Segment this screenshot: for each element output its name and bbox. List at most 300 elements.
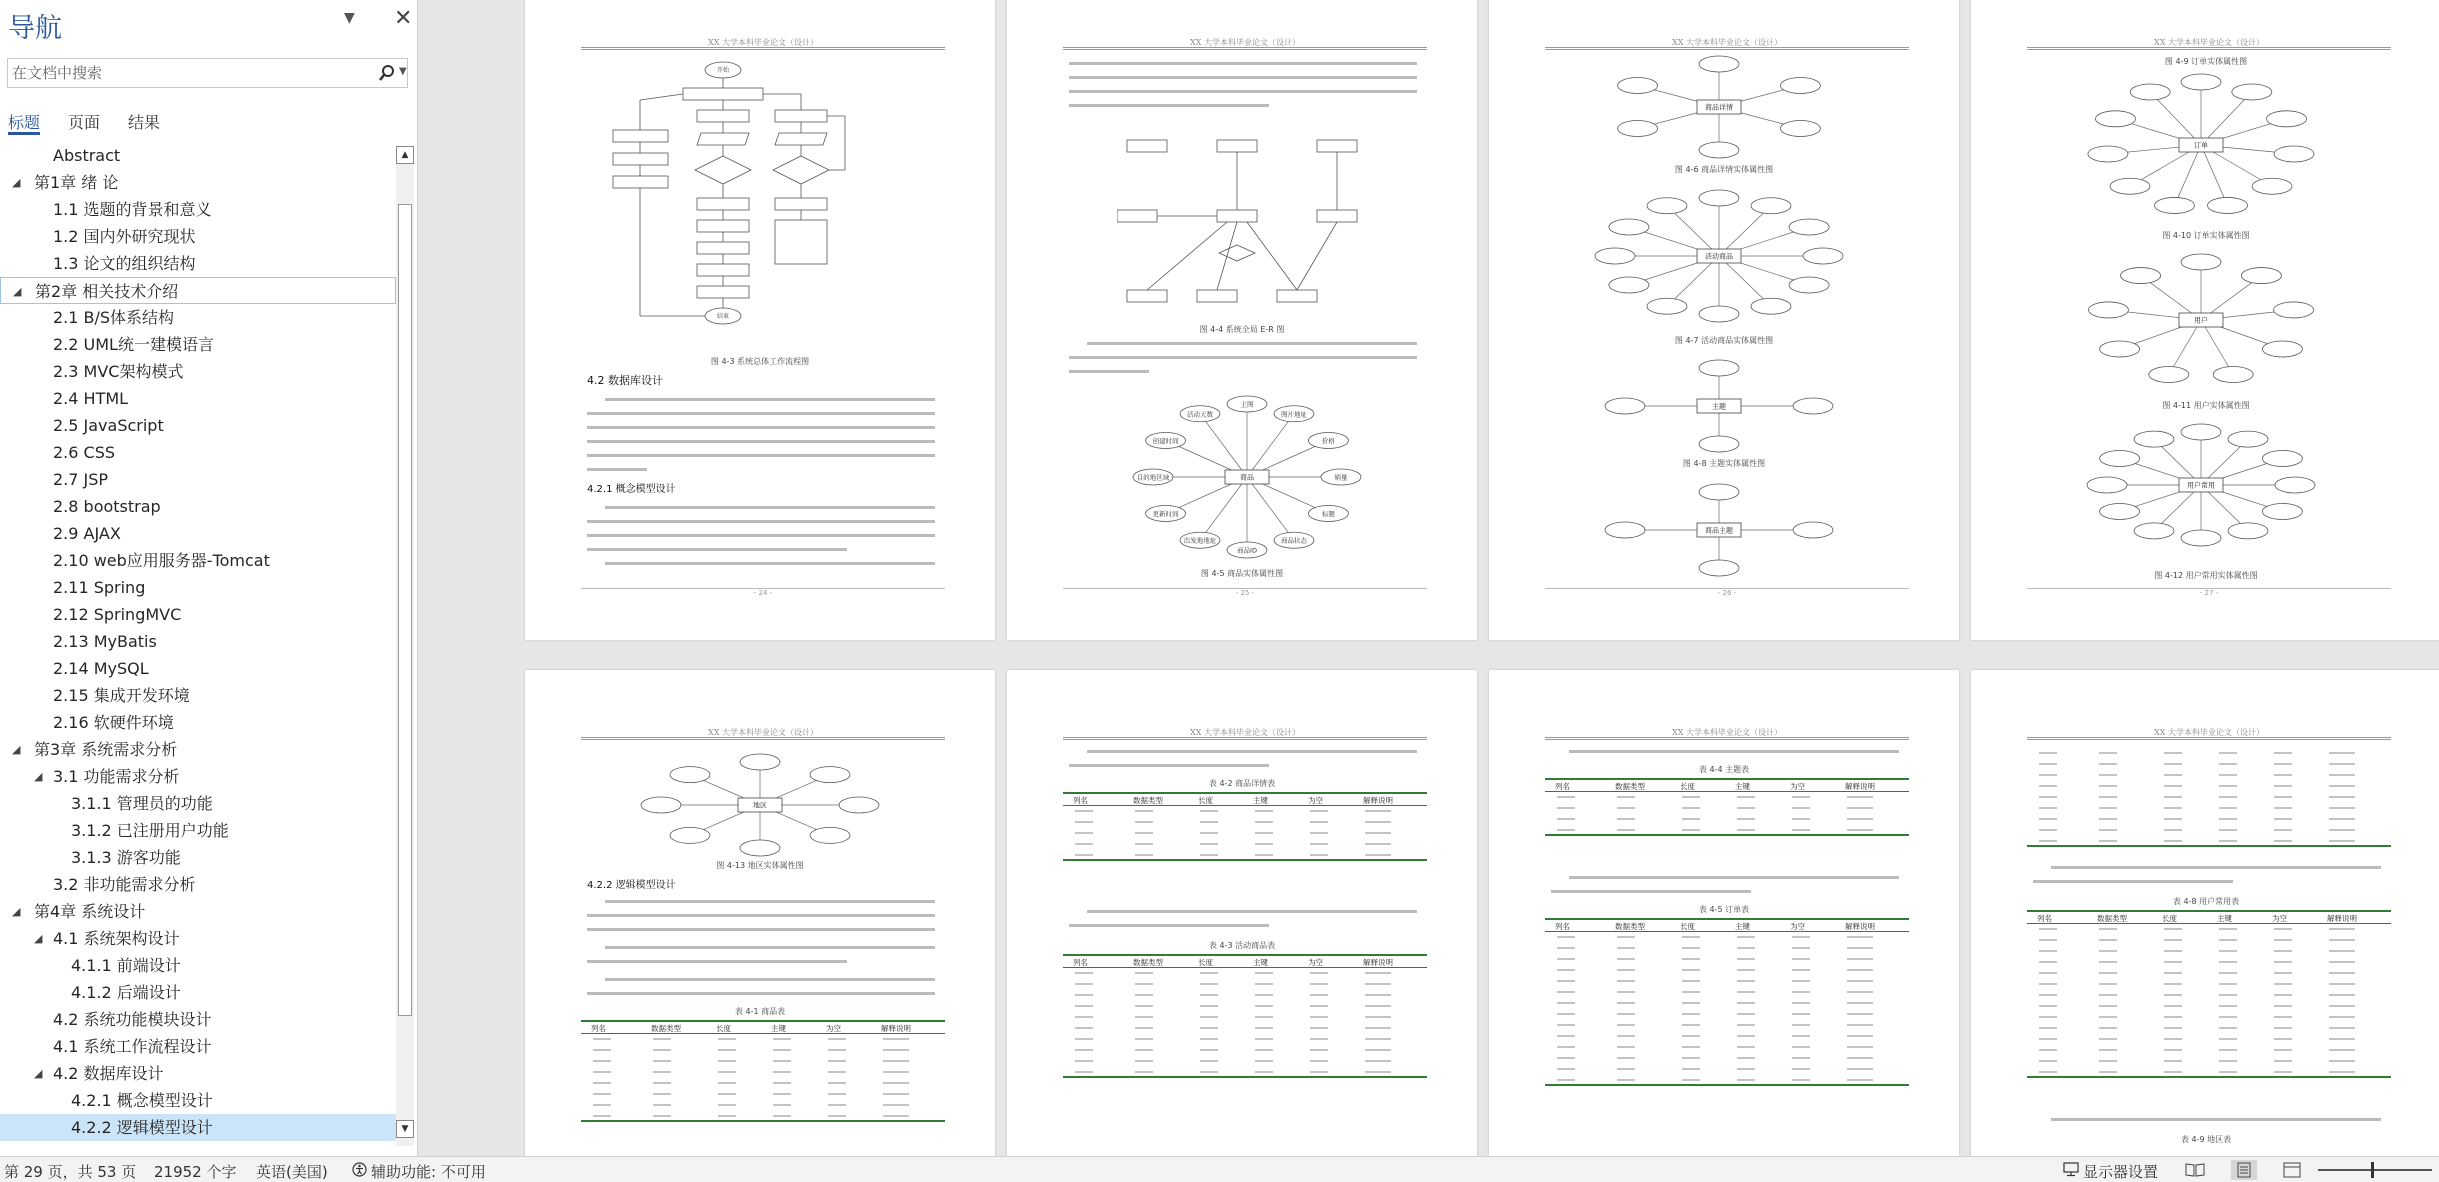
language[interactable]: 英语(美国) [256,1163,328,1181]
page-footer: - 24 - [581,588,945,598]
page-header: XX 大学本科毕业论文（设计） [2027,728,2391,740]
table-header-cell: 解释说明 [1845,922,1875,931]
nav-heading-item[interactable] [0,601,396,628]
print-layout-icon[interactable] [2231,1160,2257,1180]
page-29[interactable] [1007,670,1477,1156]
table-row [2027,990,2391,1001]
nav-heading-label: 2.8 bootstrap [53,497,161,516]
table-header-cell: 为空 [1308,958,1323,967]
table-row [1063,828,1427,839]
er-attribute [2241,268,2281,284]
nav-heading-item[interactable] [0,871,396,898]
nav-heading-item[interactable] [0,763,396,790]
table-row [2027,748,2391,759]
er-attribute [2088,146,2128,162]
er-attribute [2262,451,2302,467]
table-goods [581,1020,945,1122]
table-user-common [2027,910,2391,1078]
nav-heading-item[interactable] [0,358,396,385]
figure-caption: 图 4-5 商品实体属性图 [1200,569,1284,578]
er-attribute-label: 价格 [1321,437,1335,445]
nav-heading-label: 2.15 集成开发环境 [53,686,190,705]
page-25[interactable] [1007,0,1477,640]
table-row [2027,836,2391,847]
table-row [581,1089,945,1100]
document-area[interactable] [418,0,2439,1156]
nav-heading-label: 2.3 MVC架构模式 [53,362,184,381]
page-header: XX 大学本科毕业论文（设计） [1063,38,1427,50]
table-order [1545,918,1909,1086]
nav-heading-item[interactable] [0,547,396,574]
table-header-row [581,1020,945,1034]
table-header-cell: 长度 [1680,922,1695,931]
er-attribute [1618,78,1658,94]
table-caption: 表 4-1 商品表 [734,1007,786,1016]
nav-heading-item[interactable] [0,682,396,709]
er-attribute [2155,197,2195,213]
er-attribute [2275,477,2315,493]
display-settings-icon[interactable] [2063,1162,2079,1177]
tab-results[interactable]: 结果 [128,113,161,132]
figure-caption: 图 4-13 地区实体属性图 [716,861,804,870]
er-attribute [1699,484,1739,500]
nav-heading-item[interactable] [0,655,396,682]
table-row [2027,924,2391,935]
table-header-row [1545,918,1909,932]
table-caption: 表 4-8 用户常用表 [2172,897,2240,906]
nav-heading-item[interactable] [0,493,396,520]
nav-heading-label: 4.2 数据库设计 [53,1064,164,1083]
er-attribute [2232,84,2272,100]
table-row [2027,946,2391,957]
er-attribute [2100,504,2140,520]
table-row [1545,965,1909,976]
er-attribute [2095,111,2135,127]
table-row [1545,1020,1909,1031]
er-attribute-label: 出发地地址 [1183,536,1217,545]
table-row [1545,792,1909,803]
table-header-cell: 列名 [1073,958,1088,967]
scroll-down-icon[interactable]: ▼ [396,1120,414,1138]
er-attribute [670,827,710,843]
table-header-cell: 主键 [771,1024,786,1033]
flow-end-label: 结束 [716,313,730,320]
collapse-arrow-icon[interactable]: ◢ [12,743,21,756]
er-diagram-activity-goods [1589,186,1849,326]
nav-heading-label: 3.2 非功能需求分析 [53,875,196,894]
table-row [2027,1023,2391,1034]
er-diagram-user [2081,250,2321,390]
nav-heading-label: 2.12 SpringMVC [53,605,182,624]
nav-heading-label: 2.5 JavaScript [53,416,164,435]
nav-heading-item[interactable] [0,520,396,547]
er-attribute-label: 创建时间 [1152,437,1179,445]
table-header-cell: 数据类型 [1615,922,1645,931]
er-attribute [1605,398,1645,414]
er-attribute [1699,306,1739,322]
nav-heading-label: 2.14 MySQL [53,659,149,678]
table-header-cell: 解释说明 [881,1024,911,1033]
table-row [1545,1042,1909,1053]
table-row [1545,825,1909,836]
er-attribute [2228,523,2268,539]
er-attribute [2100,451,2140,467]
table-row [2027,957,2391,968]
table-header-cell: 为空 [1308,796,1323,805]
collapse-arrow-icon[interactable]: ◢ [34,932,43,945]
nav-heading-label: 2.7 JSP [53,470,109,489]
table-caption: 表 4-3 活动商品表 [1208,941,1276,950]
nav-heading-item[interactable] [0,736,396,763]
page-header: XX 大学本科毕业论文（设计） [2027,38,2391,50]
active-tab-indicator [8,132,40,135]
nav-heading-item[interactable] [0,844,396,871]
table-activity-goods [1063,954,1427,1078]
er-attribute [1751,298,1791,314]
nav-heading-item[interactable] [0,709,396,736]
er-attribute-label: 活动天数 [1187,410,1213,419]
subsection-heading: 4.2.2 逻辑模型设计 [587,880,676,891]
zoom-slider-thumb[interactable] [2371,1162,2374,1178]
nav-heading-label: 3.1.3 游客功能 [71,848,181,867]
nav-heading-label: Abstract [53,146,121,165]
table-header-cell: 数据类型 [1133,796,1163,805]
tab-pages[interactable]: 页面 [68,113,101,132]
figure-caption: 图 4-12 用户常用实体属性图 [2154,571,2258,580]
nav-heading-label: 2.2 UML统一建模语言 [53,335,214,354]
er-attribute [2088,302,2128,318]
er-attribute [2130,84,2170,100]
er-attribute [2100,341,2140,357]
er-diagram-goods-detail [1599,52,1839,162]
table-row [1545,976,1909,987]
er-attribute [2181,424,2221,440]
nav-title: 导航 [8,13,62,44]
display-settings-button[interactable]: 显示器设置 [2083,1163,2159,1181]
nav-heading-item[interactable] [0,1033,396,1060]
er-attribute [740,754,780,770]
figure-caption: 图 4-9 订单实体属性图 [2164,57,2248,66]
table-row [2027,781,2391,792]
nav-scrollbar[interactable] [396,146,414,1146]
er-attribute [2134,523,2174,539]
table-caption: 表 4-2 商品详情表 [1208,779,1276,788]
nav-heading-item[interactable] [0,466,396,493]
table-header-cell: 主键 [2217,914,2232,923]
table-row [1063,968,1427,979]
table-header-cell: 解释说明 [1363,958,1393,967]
nav-heading-item[interactable] [0,898,396,925]
search-input[interactable] [12,61,362,85]
er-attribute [2087,477,2127,493]
table-row [581,1067,945,1078]
er-attribute [2181,74,2221,90]
er-entity-label: 商品详情 [1705,103,1733,112]
er-attribute [1780,78,1820,94]
page-footer: - 27 - [2027,588,2391,598]
er-attribute [1789,277,1829,293]
table-row [581,1056,945,1067]
nav-heading-item[interactable] [0,817,396,844]
table-header-cell: 数据类型 [651,1024,681,1033]
table-header-cell: 长度 [716,1024,731,1033]
nav-heading-item[interactable] [0,925,396,952]
er-attribute [2121,268,2161,284]
table-header-cell: 列名 [591,1024,606,1033]
nav-heading-item[interactable] [0,142,396,169]
er-attribute [2228,431,2268,447]
er-attribute [2110,178,2150,194]
nav-heading-label: 第3章 系统需求分析 [34,740,178,759]
nav-heading-label: 2.16 软硬件环境 [53,713,174,732]
nav-heading-item[interactable] [0,196,396,223]
table-header-row [1063,954,1427,968]
page-26[interactable] [1489,0,1959,640]
table-header-cell: 为空 [1790,922,1805,931]
er-attribute [2149,367,2189,383]
page-header: XX 大学本科毕业论文（设计） [1545,728,1909,740]
figure-caption: 图 4-3 系统总体工作流程图 [710,357,810,366]
er-attribute [740,840,780,856]
er-attribute [1751,198,1791,214]
table-row [1063,1056,1427,1067]
er-attribute [1699,56,1739,72]
table-header-cell: 长度 [1198,796,1213,805]
nav-heading-item[interactable] [0,250,396,277]
nav-heading-label: 2.10 web应用服务器-Tomcat [53,551,270,570]
er-attribute [1609,277,1649,293]
nav-heading-item[interactable] [0,385,396,412]
er-attribute [1595,248,1635,264]
page-footer: - 26 - [1545,588,1909,598]
table-row [1063,1012,1427,1023]
table-row [2027,1067,2391,1078]
table-row [1063,1067,1427,1078]
er-attribute [1789,219,1829,235]
nav-heading-label: 2.11 Spring [53,578,146,597]
collapse-arrow-icon[interactable]: ◢ [12,905,21,918]
collapse-arrow-icon[interactable]: ◢ [12,176,21,189]
table-header-row [2027,910,2391,924]
nav-heading-item[interactable] [0,439,396,466]
er-entity-label: 用户常用 [2187,481,2215,490]
nav-heading-label: 4.1 系统架构设计 [53,929,180,948]
er-attribute [2207,197,2247,213]
er-attribute [839,797,879,813]
nav-heading-label: 2.9 AJAX [53,524,121,543]
page-27[interactable] [1971,0,2439,640]
table-row [2027,935,2391,946]
nav-heading-item[interactable] [0,628,396,655]
tab-headings[interactable]: 标题 [8,113,41,132]
er-attribute-label: 商品状态 [1281,536,1307,545]
search-icon[interactable] [378,61,396,85]
zoom-slider[interactable] [2318,1169,2432,1171]
table-row [1545,998,1909,1009]
nav-heading-item[interactable] [0,1087,396,1114]
nav-heading-item[interactable] [0,412,396,439]
table-row [1063,817,1427,828]
table-row [1063,1023,1427,1034]
er-attribute [1699,436,1739,452]
collapse-arrow-icon[interactable]: ◢ [13,285,22,298]
er-attribute-label: 商品ID [1237,546,1257,555]
nav-heading-label: 3.1 功能需求分析 [53,767,180,786]
nav-heading-label: 第2章 相关技术介绍 [35,282,179,301]
er-attribute [2267,111,2307,127]
table-row [581,1045,945,1056]
table-row [2027,1056,2391,1067]
er-attribute [810,767,850,783]
nav-heading-item[interactable] [0,574,396,601]
table-row [581,1078,945,1089]
web-layout-icon[interactable] [2279,1160,2305,1180]
nav-options-dropdown-icon[interactable]: ▼ [344,10,355,26]
er-attribute [1699,560,1739,576]
table-row [1545,1075,1909,1086]
er-entity-label: 订单 [2194,141,2208,150]
table-header-cell: 主键 [1735,922,1750,931]
read-mode-icon[interactable] [2182,1160,2208,1180]
table-caption: 表 4-9 地区表 [2180,1135,2232,1144]
table-row [1545,1053,1909,1064]
table-header-row [1545,778,1909,792]
table-row [1063,1001,1427,1012]
figure-caption: 图 4-6 商品详情实体属性图 [1674,165,1774,174]
table-row [1063,979,1427,990]
er-diagram-user-common [2081,420,2321,550]
er-attribute-label: 更新时间 [1152,510,1179,518]
table-header-cell: 主键 [1735,782,1750,791]
nav-heading-label: 2.4 HTML [53,389,129,408]
nav-heading-item[interactable] [0,790,396,817]
collapse-arrow-icon[interactable]: ◢ [34,1067,43,1080]
er-entity-label: 活动商品 [1705,252,1733,261]
nav-heading-item[interactable] [0,1006,396,1033]
er-attribute [1699,190,1739,206]
er-attribute [2274,302,2314,318]
er-diagram-goods-theme [1599,480,1839,580]
er-entity-label: 地区 [753,801,767,810]
table-header-cell: 数据类型 [1615,782,1645,791]
section-heading: 4.2 数据库设计 [587,374,663,387]
table-row [2027,1045,2391,1056]
er-attribute [1647,198,1687,214]
er-attribute [1793,522,1833,538]
table-header-cell: 长度 [1198,958,1213,967]
er-attribute [670,767,710,783]
chevron-down-icon[interactable]: ▼ [399,66,407,77]
page-30[interactable] [1489,670,1959,1156]
er-attribute [810,827,850,843]
er-attribute [2262,504,2302,520]
nav-heading-label: 3.1.2 已注册用户功能 [71,821,229,840]
nav-heading-item[interactable] [0,169,396,196]
table-goods-detail [1063,792,1427,861]
nav-heading-item[interactable] [0,1114,396,1141]
table-header-cell: 主键 [1253,796,1268,805]
table-header-cell: 主键 [1253,958,1268,967]
er-entity-label: 商品主题 [1705,526,1733,535]
nav-heading-label: 4.1.2 后端设计 [71,983,181,1002]
page-header: XX 大学本科毕业论文（设计） [581,728,945,740]
table-row [2027,968,2391,979]
table-row [1063,806,1427,817]
figure-caption: 图 4-7 活动商品实体属性图 [1674,336,1774,345]
search-box[interactable] [7,58,408,88]
nav-heading-item[interactable] [0,223,396,250]
table-caption: 表 4-5 订单表 [1698,905,1750,914]
collapse-arrow-icon[interactable]: ◢ [34,770,43,783]
table-row [581,1034,945,1045]
er-attribute-label: 目的地区域 [1136,473,1170,482]
page-header: XX 大学本科毕业论文（设计） [581,38,945,50]
er-attribute [2181,530,2221,546]
page-24[interactable] [525,0,995,640]
nav-heading-item[interactable] [0,1060,396,1087]
table-header-cell: 为空 [826,1024,841,1033]
er-attribute [1793,398,1833,414]
accessibility-icon[interactable] [352,1162,367,1177]
heading-tree [0,142,398,1142]
subsection-heading: 4.2.1 概念模型设计 [587,484,676,495]
table-header-cell: 列名 [2037,914,2052,923]
nav-header [0,0,418,46]
table-header-cell: 解释说明 [1845,782,1875,791]
accessibility-status[interactable]: 辅助功能: 不可用 [371,1163,486,1181]
table-row [1545,987,1909,998]
table-header-cell: 解释说明 [1363,796,1393,805]
scroll-up-icon[interactable]: ▲ [396,146,414,164]
close-icon[interactable]: ✕ [394,6,413,31]
er-diagram-global [1117,130,1377,310]
table-row [2027,1012,2391,1023]
nav-heading-item[interactable] [0,331,396,358]
nav-heading-item[interactable] [0,277,396,304]
figure-caption: 图 4-11 用户实体属性图 [2162,401,2250,410]
table-header-cell: 长度 [2162,914,2177,923]
nav-heading-label: 1.1 选题的背景和意义 [53,200,212,219]
nav-heading-item[interactable] [0,952,396,979]
table-row [1063,850,1427,861]
word-count[interactable]: 21952 个字 [154,1163,237,1181]
table-row [1545,803,1909,814]
page-28[interactable] [525,670,995,1156]
nav-heading-label: 4.2 系统功能模块设计 [53,1010,212,1029]
page-31[interactable] [1971,670,2439,1156]
table-row [1063,839,1427,850]
scrollbar-thumb[interactable] [398,204,412,1016]
nav-heading-item[interactable] [0,979,396,1006]
page-count[interactable]: 第 29 页，共 53 页 [4,1163,137,1181]
table-header-cell: 数据类型 [2097,914,2127,923]
nav-heading-label: 3.1.1 管理员的功能 [71,794,213,813]
er-attribute [2213,367,2253,383]
er-attribute [2181,254,2221,270]
flowchart-diagram [605,58,915,348]
page-header: XX 大学本科毕业论文（设计） [1063,728,1427,740]
table-row [1545,932,1909,943]
nav-heading-label: 4.1.1 前端设计 [71,956,181,975]
table-row [1545,943,1909,954]
er-attribute-label: 标题 [1321,510,1335,518]
table-theme [1545,778,1909,836]
nav-heading-item[interactable] [0,304,396,331]
nav-heading-label: 4.2.2 逻辑模型设计 [71,1118,213,1137]
table-row [1545,814,1909,825]
table-row [2027,803,2391,814]
nav-tabs [0,106,418,140]
